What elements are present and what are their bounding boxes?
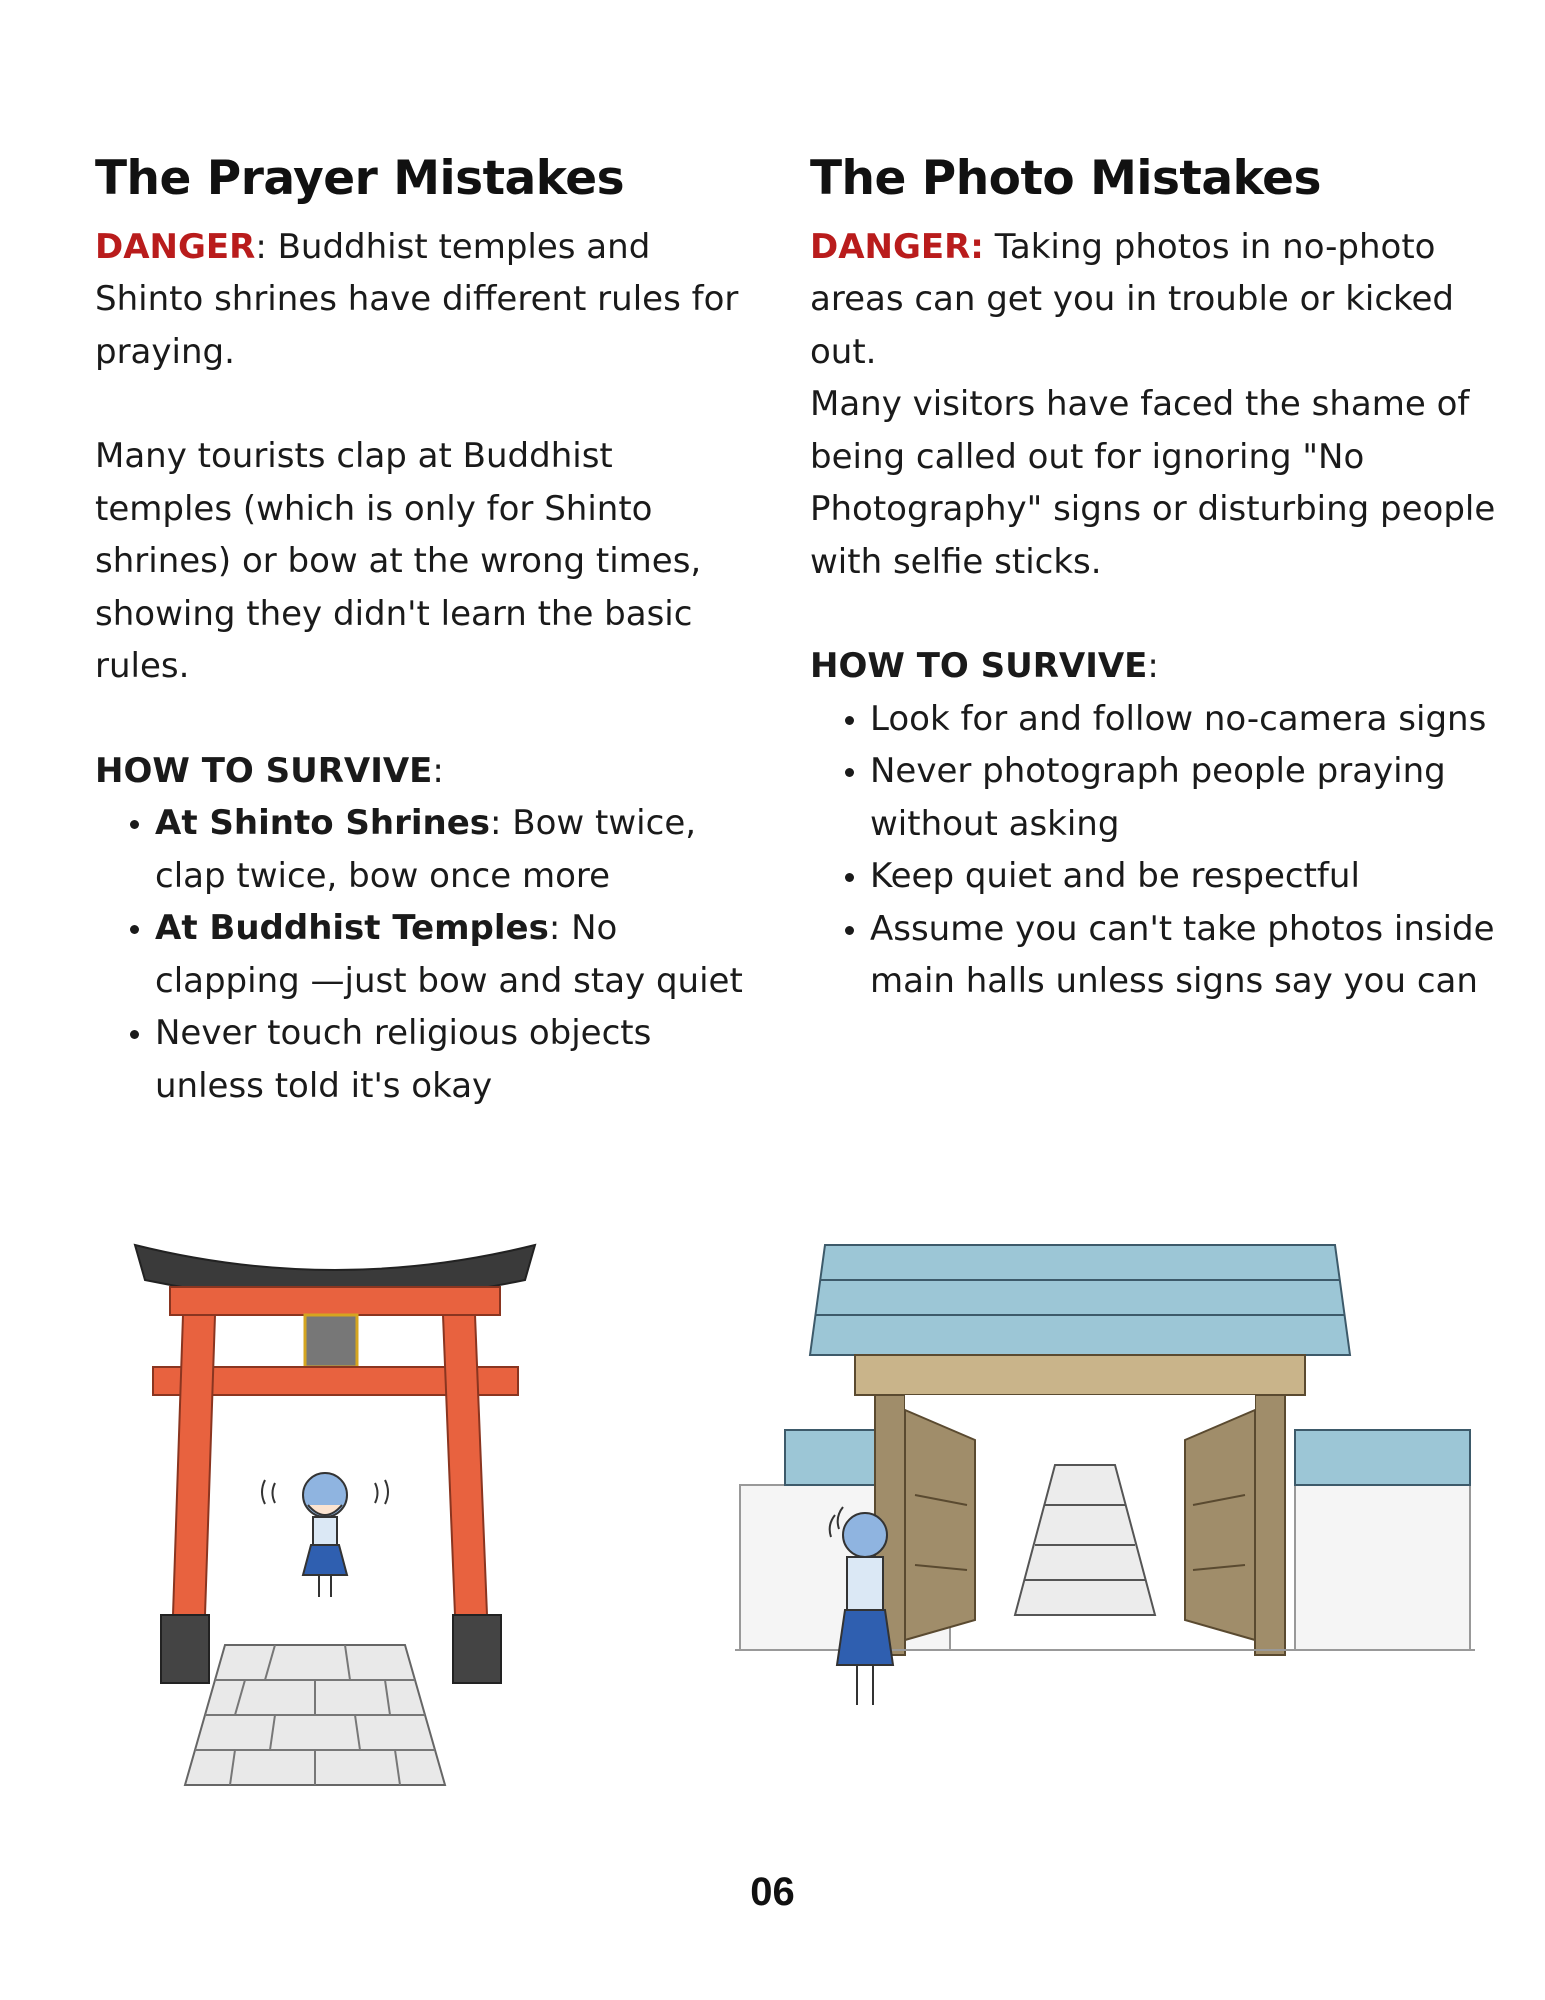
torii-right-pillar: [443, 1315, 487, 1615]
danger-text: Taking photos in no-photo areas can get you in trouble or kicked out.: [810, 226, 1455, 372]
tip-text: : No clapping —just bow and stay quiet: [155, 908, 743, 1001]
list-item: • Never photograph people praying without asking: [870, 745, 1500, 850]
left-door: [905, 1410, 975, 1640]
gate-roof: [810, 1245, 1350, 1355]
right-door: [1185, 1410, 1255, 1640]
photo-paragraph: Many visitors have faced the shame of being called out for ignoring "No Photography" signs or disturbing people with selfie sticks.: [810, 384, 1496, 582]
danger-sep: :: [255, 226, 267, 267]
right-wall-roof: [1295, 1430, 1470, 1485]
photo-survive-heading: [810, 640, 1500, 693]
tip-text: : Bow twice, clap twice, bow once more: [155, 803, 697, 896]
torii-left-pillar: [173, 1315, 215, 1615]
prayer-paragraph: Many tourists clap at Buddhist temples (which is only for Shinto shrines) or bow at the wrong times, showing they didn't learn the basic rules.: [95, 436, 702, 687]
photo-section: [810, 150, 1500, 1008]
photo-danger: [810, 221, 1500, 379]
torii-left-base: [161, 1615, 209, 1683]
list-item: [155, 902, 745, 1007]
torii-gate-illustration: [125, 1225, 545, 1805]
list-item: • Look for and follow no-camera signs: [870, 693, 1500, 746]
survive-sep: :: [432, 750, 444, 791]
photo-title: The Photo Mistakes: [810, 151, 1321, 206]
list-item: • Assume you can't take photos inside main halls unless signs say you can: [870, 903, 1500, 1008]
survive-label: HOW TO SURVIVE: [95, 750, 433, 791]
bowing-person: [262, 1473, 388, 1597]
temple-gate-illustration: [735, 1235, 1475, 1755]
list-item: • Keep quiet and be respectful: [870, 850, 1500, 903]
tip-bold: At Buddhist Temples: [155, 908, 549, 949]
prayer-title: The Prayer Mistakes: [95, 151, 625, 206]
survive-label: HOW TO SURVIVE: [810, 646, 1148, 687]
danger-label: DANGER:: [810, 226, 984, 267]
prayer-survive-heading: [95, 745, 745, 798]
page-number: 06: [750, 1870, 795, 1914]
danger-text: Buddhist temples and Shinto shrines have different rules for praying.: [95, 226, 739, 372]
list-item: [155, 1007, 745, 1112]
danger-label: DANGER: [95, 226, 256, 267]
list-item: [155, 797, 745, 902]
right-wall: [1295, 1485, 1470, 1650]
prayer-danger: [95, 221, 745, 379]
survive-sep: :: [1147, 646, 1159, 687]
photo-tips-list: [810, 693, 1500, 1008]
tip-bold: At Shinto Shrines: [155, 803, 491, 844]
torii-plaque: [305, 1315, 357, 1367]
torii-right-base: [453, 1615, 501, 1683]
gate-right-post: [1255, 1395, 1285, 1655]
tip-text: Never touch religious objects unless told it's okay: [155, 1013, 652, 1106]
torii-upper-beam: [170, 1287, 500, 1315]
prayer-section: [95, 150, 745, 1112]
prayer-tips-list: [95, 797, 745, 1112]
gate-beam: [855, 1355, 1305, 1395]
